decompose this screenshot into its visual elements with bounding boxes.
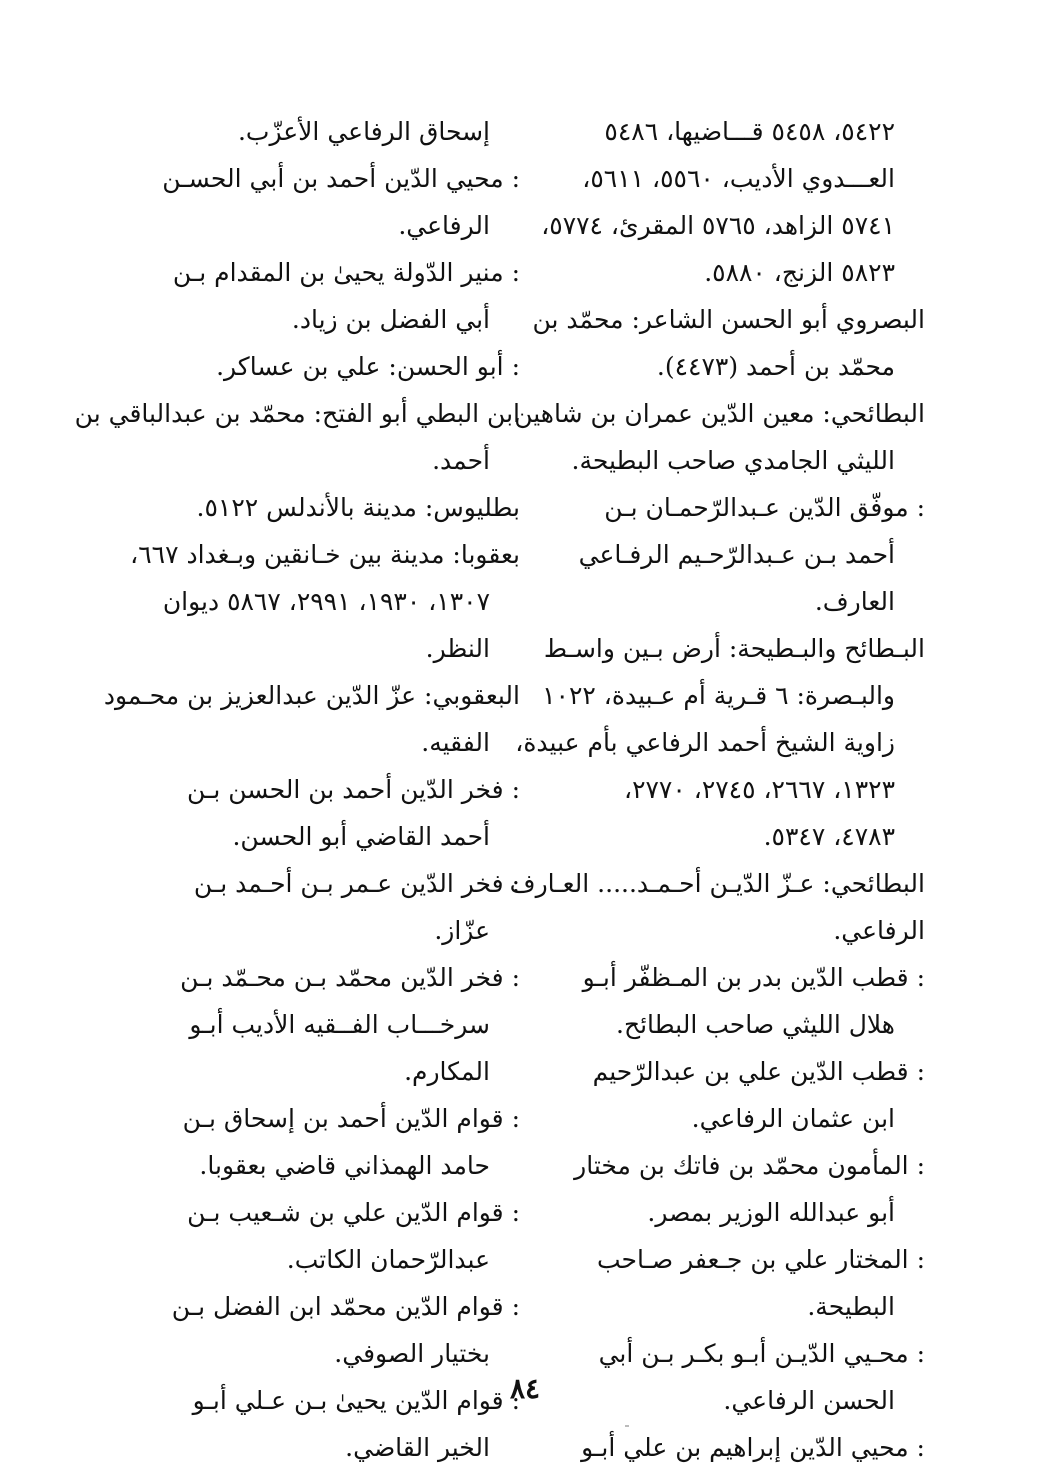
continuation-line: ابن عثمان الرفاعي. [691, 1104, 895, 1133]
continuation-line: الليثي الجامدي صاحب البطيحة. [571, 446, 895, 475]
continuation-line: العـــدوي الأديب، ٥٥٦٠، ٥٦١١، [582, 164, 895, 193]
continuation-line: زاوية الشيخ أحمد الرفاعي بأم عبيدة، [515, 728, 895, 757]
sub-entry-line: : قوام الدّين علي بن شـعيب بـن [187, 1198, 520, 1227]
continuation-line: سرخـــاب الفــقيه الأديب أبـو [189, 1010, 490, 1039]
entry-heading-line: بطليوس: مدينة بالأندلس ٥١٢٢. [196, 493, 520, 522]
continuation-line: أحمد. [432, 446, 490, 475]
sub-entry-line: : محـيي الدّيـن أبـو بكـر بـن أبي [598, 1339, 925, 1368]
continuation-line: ٥٤٢٢، ٥٤٥٨ قـــاضيها، ٥٤٨٦ [604, 117, 895, 146]
sub-entry-line: : المختار علي بن جـعفر صـاحب [596, 1245, 925, 1274]
continuation-line: ١٣٠٧، ١٩٣٠، ٢٩٩١، ٥٨٦٧ ديوان [162, 587, 490, 616]
page-number: ٨٤ [509, 1372, 541, 1405]
continuation-line: إسحاق الرفاعي الأعزّب. [237, 117, 490, 146]
continuation-line: ٤٧٨٣، ٥٣٤٧. [763, 822, 895, 851]
entry-heading-line: البطائحي: معين الدّين عمران بن شاهين [514, 399, 925, 428]
continuation-line: ٥٧٤١ الزاهد، ٥٧٦٥ المقرئ، ٥٧٧٤، [541, 211, 895, 240]
entry-heading-line: البعقوبي: عزّ الدّين عبدالعزيز بن محـمود [103, 681, 520, 710]
continuation-line: المكارم. [404, 1057, 490, 1086]
continuation-line: العارف. [814, 587, 895, 616]
continuation-line: الحسن الرفاعي. [723, 1386, 895, 1415]
continuation-line: الرفاعي. [398, 211, 490, 240]
entry-heading-line: الرفاعي. [833, 916, 925, 945]
continuation-line: ١٣٢٣، ٢٦٦٧، ٢٧٤٥، ٢٧٧٠، [624, 775, 895, 804]
entry-heading-line: بعقوبا: مدينة بين خـانقين وبـغداد ٦٦٧، [130, 540, 520, 569]
continuation-line: الفقيه. [421, 728, 490, 757]
sub-entry-line: : فخر الدّين عـمر بـن أحـمد بـن [193, 869, 520, 898]
scan-mark [625, 1425, 629, 1427]
sub-entry-line: : قطب الدّين علي بن عبدالرّحيم [592, 1057, 925, 1086]
sub-entry-line: : محيي الدّين أحمد بن أبي الحسـن [162, 164, 520, 193]
sub-entry-line: : قوام الدّين أحمد بن إسحاق بـن [182, 1104, 520, 1133]
sub-entry-line: : أبو الحسن: علي بن عساكر. [216, 352, 520, 381]
continuation-line: عبدالرّحمان الكاتب. [286, 1245, 490, 1274]
continuation-line: أبو عبدالله الوزير بمصر. [647, 1198, 895, 1227]
sub-entry-line: : المأمون محمّد بن فاتك بن مختار [574, 1151, 925, 1180]
sub-entry-line: : فخر الدّين محمّد بـن محـمّد بـن [180, 963, 520, 992]
continuation-line: أحمد بـن عـبدالرّحـيم الرفـاعي [578, 540, 895, 569]
sub-entry-line: : فخر الدّين أحمد بن الحسن بـن [187, 775, 520, 804]
sub-entry-line: : موفّق الدّين عـبدالرّحمـان بـن [604, 493, 925, 522]
continuation-line: أحمد القاضي أبو الحسن. [232, 822, 490, 851]
continuation-line: ٥٨٢٣ الزنج، ٥٨٨٠. [704, 258, 895, 287]
entry-heading-line: البـطائح والبـطيحة: أرض بـين واسـط [543, 634, 925, 663]
left-column [74, 108, 520, 1471]
continuation-line: البطيحة. [807, 1292, 895, 1321]
continuation-line: والبـصرة: ٦ قـرية أم عـبيدة، ١٠٢٢ [542, 681, 895, 710]
continuation-line: محمّد بن أحمد (٤٤٧٣). [656, 352, 895, 381]
sub-entry-line: : منير الدّولة يحيىٰ بن المقدام بـن [172, 258, 520, 287]
continuation-line: بختيار الصوفي. [334, 1339, 490, 1368]
continuation-line: هلال الليثي صاحب البطائح. [616, 1010, 895, 1039]
entry-heading-line: البصروي أبو الحسن الشاعر: محمّد بن [532, 305, 925, 334]
entry-heading-line: البطائحي: عـزّ الدّيـن أحـمـد..... العـارف [509, 869, 925, 898]
continuation-line: الخير القاضي. [345, 1433, 490, 1462]
continuation-line: حامد الهمذاني قاضي بعقوبا. [199, 1151, 490, 1180]
continuation-line: النظر. [425, 634, 490, 663]
sub-entry-line: : قوام الدّين يحيىٰ بـن عـلي أبـو [192, 1386, 520, 1415]
continuation-line: أبي الفضل بن زياد. [291, 305, 490, 334]
entry-heading-line: ابن البطي أبو الفتح: محمّد بن عبدالباقي بن [74, 399, 520, 428]
sub-entry-line: : قوام الدّين محمّد ابن الفضل بـن [171, 1292, 520, 1321]
sub-entry-line: : قطب الدّين بدر بن المـظفّر أبـو [582, 963, 925, 992]
continuation-line: عزّاز. [434, 916, 490, 945]
sub-entry-line: : محيي الدّين إبراهيم بن علي أبـو [581, 1433, 925, 1462]
